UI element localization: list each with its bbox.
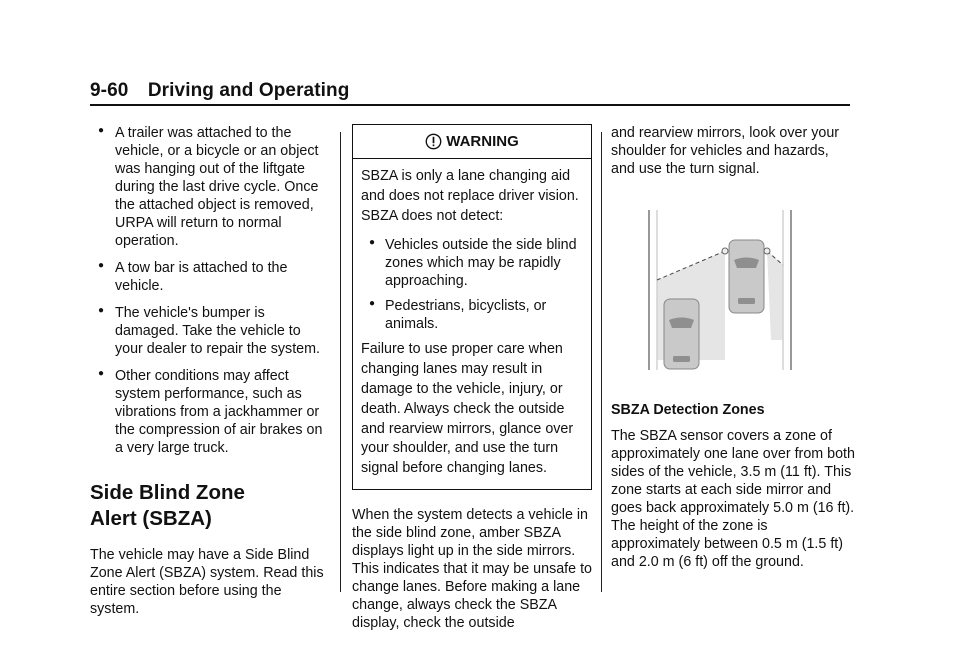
list-item: ● A tow bar is attached to the vehicle. — [98, 260, 288, 294]
column-3 — [611, 124, 856, 581]
list-item: ● Vehicles outside the side blind zones which may be rapidly approaching. — [369, 237, 577, 290]
section-title: Driving and Operating — [147, 80, 350, 101]
body-paragraph: The SBZA sensor covers a zone of approximately one lane over from both sides of the vehicle, 3.5 m (11 ft). This zone starts at each side mirror and goes back approximately 5.0 m (16 ft). The height of the zone is approximately between 0.5 m (1.5 ft) and 2.0 m (6 ft) off the ground. — [611, 428, 855, 570]
list-item: ● Other conditions may affect system performance, such as vibrations from a jackhammer or the compression of air brakes on a very large truck. — [98, 368, 323, 456]
page-header — [90, 80, 850, 102]
list-item: ● Pedestrians, bicyclists, or animals. — [369, 298, 547, 333]
intro-paragraph: The vehicle may have a Side Blind Zone Alert (SBZA) system. Read this entire section before using the system. — [90, 547, 324, 617]
sbza-detection-zones-figure — [629, 210, 819, 370]
column-1 — [90, 124, 330, 628]
body-paragraph: When the system detects a vehicle in the side blind zone, amber SBZA displays light up in the side mirrors. This indicates that it may be unsafe to change lanes. Before making a lane change, always check the SBZA display, check the outside — [352, 506, 592, 631]
header-rule — [90, 104, 850, 106]
warning-icon — [425, 133, 442, 150]
warning-box — [352, 124, 592, 490]
warning-body — [353, 159, 591, 479]
column-divider — [340, 132, 341, 592]
body-paragraph: and rearview mirrors, look over your shoulder for vehicles and hazards, and use the turn signal. — [611, 125, 840, 177]
section-heading: Side Blind Zone Alert (SBZA) — [90, 481, 245, 530]
page-number: 9-60 — [90, 80, 129, 101]
figure-caption: SBZA Detection Zones — [611, 402, 765, 418]
warning-header — [353, 125, 591, 159]
column-2 — [352, 124, 592, 642]
list-item: ● The vehicle's bumper is damaged. Take the vehicle to your dealer to repair the system. — [98, 305, 321, 357]
warning-intro: SBZA is only a lane changing aid and does not replace driver vision. SBZA does not detect: — [361, 168, 579, 224]
warning-outro: Failure to use proper care when changing lanes may result in damage to the vehicle, injury, or death. Always check the outside and rearview mirrors, glance over your shoulder, and use the turn signal before changing lanes. — [361, 341, 574, 477]
list-item: ● A trailer was attached to the vehicle, or a bicycle or an object was hanging out of the liftgate during the last drive cycle. Once the attached object is removed, URPA will return to normal operation. — [98, 125, 319, 249]
warning-title: WARNING — [446, 133, 519, 150]
column-divider — [601, 132, 602, 592]
